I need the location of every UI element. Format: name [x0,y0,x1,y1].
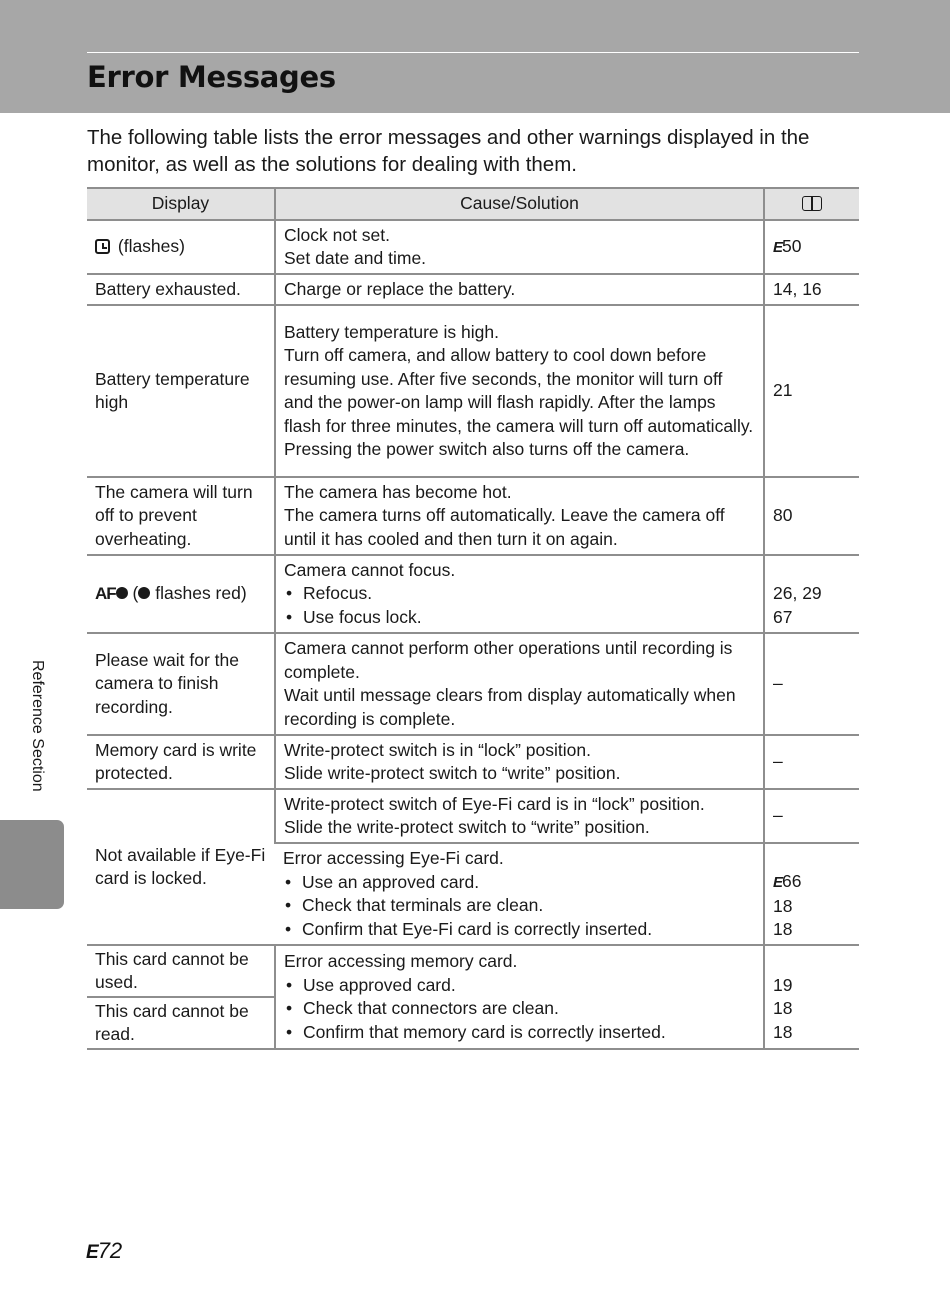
table-row [87,945,859,997]
header-band [0,0,950,113]
display-cell: (flashes) [87,220,275,274]
intro-paragraph: The following table lists the error messages and other warnings displayed in the monitor, as well as the solutions for dealing with them. [87,126,810,176]
table-row [87,477,859,555]
cause-cell: Write-protect switch of Eye-Fi card is in “lock” position. Slide the write-protect switch to “write” position. [275,789,764,843]
table-row [87,633,859,735]
table-row [87,735,859,789]
display-cell: Battery temperature high [87,305,275,477]
cause-cell: Charge or replace the battery. [275,274,764,305]
page-title: Error Messages [87,60,336,94]
reference-cell: E66 18 18 [764,843,859,945]
table-header-row [87,188,859,220]
af-indicator-icon: AF [95,584,116,604]
display-cell: This card cannot be used. [87,945,275,997]
reference-cell: 19 18 18 [764,945,859,1049]
cause-cell: Camera cannot perform other operations until recording is complete. Wait until message clears from display automatically when recording is complete. [275,633,764,735]
table-row [87,789,859,843]
display-cell: This card cannot be read. [87,997,275,1049]
reference-cell: – [764,789,859,843]
reference-icon: E [773,874,782,891]
cause-cell: Error accessing memory card. • Use approved card. • Check that connectors are clean. • Confirm that memory card is correctly inserted. [275,945,764,1049]
reference-cell: – [764,633,859,735]
clock-icon [95,239,110,254]
cause-cell: Camera cannot focus. • Refocus. • Use focus lock. [275,555,764,633]
header-rule [87,52,859,53]
reference-cell: E50 [764,220,859,274]
display-cell: Battery exhausted. [87,274,275,305]
reference-cell: – [764,735,859,789]
reference-cell: 80 [764,477,859,555]
section-label: Reference Section [29,660,46,792]
error-messages-table [87,187,859,1050]
header-display: Display [87,188,275,220]
table-row [87,220,859,274]
cause-cell: The camera has become hot. The camera turns off automatically. Leave the camera off until it has cooled and then turn it on again. [275,477,764,555]
reference-cell: 14, 16 [764,274,859,305]
display-cell: Not available if Eye-Fi card is locked. [87,789,275,945]
cause-cell: Write-protect switch is in “lock” position. Slide write-protect switch to “write” position. [275,735,764,789]
display-cell: AF ( flashes red) [87,555,275,633]
page-number: E72 [86,1238,123,1263]
display-cell: The camera will turn off to prevent overheating. [87,477,275,555]
table-row [87,305,859,477]
reference-cell: 26, 29 67 [764,555,859,633]
section-tab [0,820,64,909]
book-icon [801,196,823,211]
cause-cell: Battery temperature is high. Turn off camera, and allow battery to cool down before resuming use. After five seconds, the monitor will turn off and the power-on lamp will flash rapidly. After the lamps flash for three minutes, the camera will turn off automatically. Pressing the power switch also turns off the camera. [275,305,764,477]
header-cause: Cause/Solution [275,188,764,220]
focus-dot-icon [138,587,150,599]
header-reference [764,188,859,220]
cause-cell: Error accessing Eye-Fi card. • Use an approved card. • Check that terminals are clean. • Confirm that Eye-Fi card is correctly inserted. [275,843,764,945]
display-cell: Please wait for the camera to finish recording. [87,633,275,735]
reference-cell: 21 [764,305,859,477]
reference-icon: E [86,1242,97,1263]
cause-cell: Clock not set. Set date and time. [275,220,764,274]
display-cell: Memory card is write protected. [87,735,275,789]
table-row [87,555,859,633]
table-row [87,274,859,305]
reference-icon: E [773,238,782,256]
focus-dot-icon [116,587,128,599]
